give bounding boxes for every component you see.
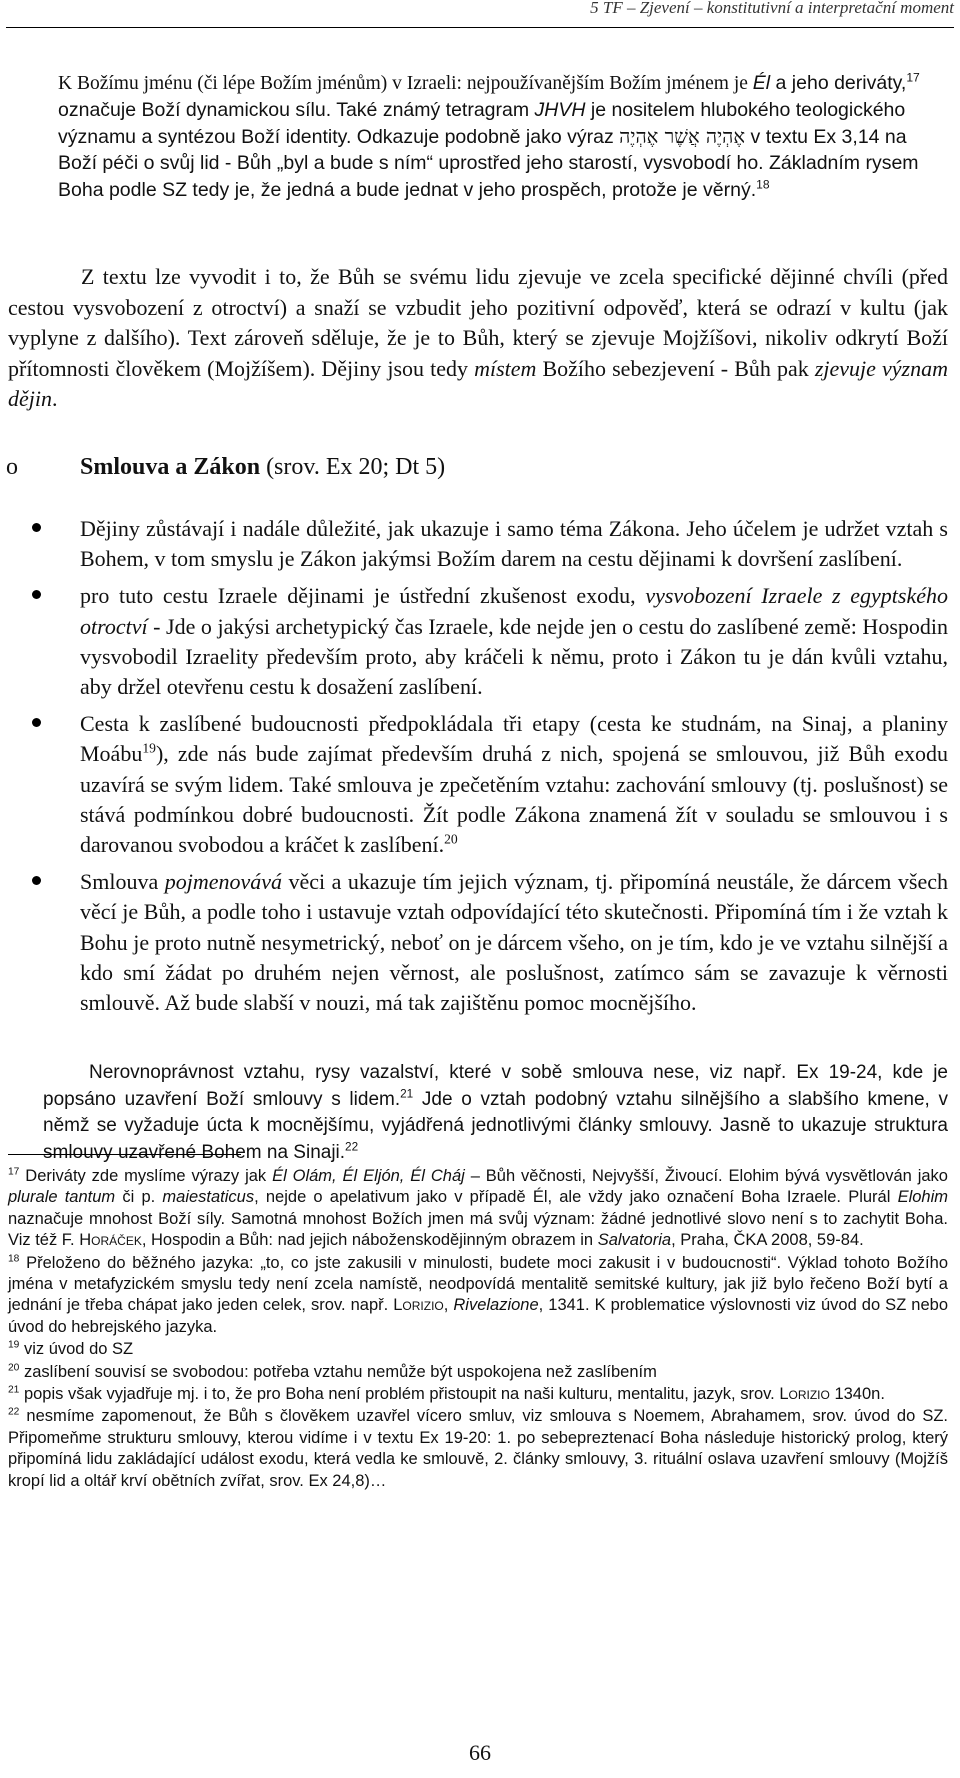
paragraph-revelation: [8, 262, 948, 415]
p1-text-e: v textu Ex 3,14 na Boží péči o svůj lid - Bůh „byl a bude s ním“ uprostřed jeho starostí, vysvobodí ho. Základním rysem Boha podle SZ tedy je, že jedná a bude jednat v jeho prospěch, protože je věrný.: [58, 125, 919, 201]
footnote-ref-20[interactable]: 20: [444, 831, 458, 847]
bullet-icon: [32, 718, 41, 727]
b2-italic: vysvobození Izraele z egyptského otroctví: [80, 583, 948, 639]
fn17-italic-3: maiestaticus: [162, 1188, 255, 1207]
fn17-text-f: , Hospodin a Bůh: nad jejich náboženskodějinným obrazem in: [141, 1231, 598, 1250]
page-number: 66: [469, 1740, 491, 1765]
footnote-number: 17: [8, 1166, 20, 1178]
fn17-text-b: – Bůh věčnosti, Nejvyšší, Živoucí. Elohim bývá vysvětlován jako: [464, 1167, 948, 1185]
fn18-text-c: , 1341. K problematice výslovnosti viz úvod do SZ nebo úvod do hebrejského jazyka.: [8, 1296, 949, 1336]
fn17-italic-4: Elohim: [897, 1188, 948, 1207]
section-ref: (srov. Ex 20; Dt 5): [260, 454, 446, 480]
footnote-ref-22[interactable]: 22: [345, 1140, 359, 1154]
list-item: [80, 581, 948, 702]
fn17-italic-1: Él Olám, Él Eljón, Él Cháj: [272, 1167, 465, 1185]
list-item: [80, 867, 948, 1018]
footnote-number: 19: [8, 1339, 20, 1351]
fn19-text: viz úvod do SZ: [19, 1340, 134, 1359]
fn17-italic-5: Salvatoria: [597, 1231, 672, 1250]
p3-text-a: Nerovnoprávnost vztahu, rysy vazalství, které v sobě smlouva nese, viz např. Ex 19-24, kde je popsáno uzavření Boží smlouvy s lidem.: [43, 1062, 948, 1110]
b4-text-a: Smlouva: [80, 869, 165, 895]
p1-text-c: označuje Boží dynamickou sílu. Také známý tetragram: [58, 99, 535, 122]
bullet-icon: [32, 590, 41, 599]
footnote-ref-21[interactable]: 21: [400, 1087, 414, 1101]
p2-text-b: Božího sebezjevení - Bůh pak: [536, 355, 815, 381]
footnote-ref-19[interactable]: 19: [142, 741, 156, 757]
fn18-italic-1: Rivelazione: [453, 1296, 539, 1315]
footnote-17: [8, 1166, 948, 1252]
b2-text-b: - Jde o jakýsi archetypický čas Izraele, kde nejde jen o cestu do zaslíbené země: Hospodin vysvobodil Izraelity především proto, aby kráčeli k němu, proto i Zákon tu je dán kvůli vztahu, aby držel otevřenu cestu k dosažení zaslíbení.: [80, 613, 948, 700]
footnote-number: 22: [8, 1406, 20, 1418]
p1-el: Él: [752, 72, 771, 94]
p1-text-a: K Božímu jménu (či lépe Božím jménům) v Izraeli: nejpoužívanějším Božím jménem je: [58, 73, 753, 94]
footnote-21: [8, 1384, 948, 1405]
fn18-text-a: Přeloženo do běžného jazyka: „to, co jste zakusili v minulosti, budete moci zakusit i v budoucnosti“. Výklad tohoto Božího jména v metafyzickém smyslu tedy není zcela namístě, neodpovídá mentalitě semitské kultury, jak již bylo řečeno Boží bytí a jednání je třeba chápat jako jeden celek, srov. např.: [8, 1253, 948, 1315]
b1-text: Dějiny zůstávají i nadále důležité, jak ukazuje i samo téma Zákona. Jeho účelem je udržet vztah s Bohem, v tom smyslu je Zákon jakýmsi Božím darem na cestu dějinami k dovršení zaslíbení.: [80, 516, 948, 572]
bullet-icon: [32, 523, 41, 532]
paragraph-intro: [58, 70, 948, 203]
b3-text-b: ), zde nás bude zajímat především druhá z nich, spojená se smlouvou, již Bůh exodu uzavírá se svým lidem. Také smlouva je zpečetěním vztahu: zachování smlouvy (tj. poslušnost) se stává podmínkou dobré budoucnosti. Žít podle Zákona znamená žít v souladu se smlouvou i s darovanou svobodou a kráčet k zaslíbení.: [80, 741, 948, 858]
fn17-text-d: , nejde o apelativum jako v případě Él, ale vždy jako označení Boha Izraele. Plurál: [254, 1188, 898, 1207]
fn17-text-g: , Praha, ČKA 2008, 59-84.: [671, 1231, 864, 1250]
bullet-list: [80, 514, 948, 1025]
p1-text-b: a jeho deriváty,: [770, 72, 907, 94]
b4-text-b: věci a ukazuje tím jejich význam, tj. připomíná neustále, že dárcem všech věcí je Bůh, a podle toho i ustavuje vztah odpovídající této skutečnosti. Připomíná tím i že vztah k Bohu je proto nutně nesymetrický, neboť on je dárcem všeho, on je tím, kdo je ve vztahu silnější a kdo smí žádat po druhém nejen věrnost, ale poslušnost, zatímco sám se zavazuje k věrnosti smlouvě. Až bude slabší v nouzi, má tak zajištěnu pomoc mocnějšího.: [80, 869, 948, 1016]
b2-text-a: pro tuto cestu Izraele dějinami je ústřední zkušenost exodu,: [80, 583, 646, 609]
b4-italic: pojmenovává: [164, 869, 282, 895]
running-header: 5 TF – Zjevení – konstitutivní a interpretační moment: [590, 0, 954, 17]
p2-zjevuje: zjevuje význam dějin: [8, 355, 948, 412]
fn21-text-b: 1340n.: [829, 1385, 885, 1404]
footnote-20: [8, 1362, 948, 1383]
fn20-text: zaslíbení souvisí se svobodou: potřeba vztahu nemůže být uspokojena než zaslíbením: [19, 1362, 657, 1381]
fn21-text-a: popis však vyjadřuje mj. i to, že pro Boha není problém přistoupit na naši kulturu, mentalitu, jazyk, srov.: [19, 1385, 780, 1404]
footnote-number: 18: [8, 1253, 20, 1265]
footnote-ref-18[interactable]: 18: [756, 177, 770, 192]
footnote-number: 21: [8, 1384, 20, 1396]
b3-text-a: Cesta k zaslíbené budoucnosti předpokládala tři etapy (cesta ke studnám, na Sinaj, a planiny Moábu: [80, 711, 948, 767]
footnote-18: [8, 1253, 948, 1339]
footnote-19: [8, 1339, 948, 1360]
hebrew-phrase: אֶהְיֶה אֲשֶׁר אֶהְיֶה: [619, 124, 746, 148]
list-item: [80, 514, 948, 574]
p2-text-c: .: [52, 386, 58, 412]
fn17-text-a: Deriváty zde myslíme výrazy jak: [19, 1167, 273, 1185]
footnotes: [8, 1166, 948, 1493]
fn17-text-e: naznačuje mnohost Boží síly. Samotná mnohost Božích jmen má svůj význam: žádné jednotlivé slovo není s to zachytit Boha. Viz též F.: [8, 1209, 948, 1250]
fn18-text-b: ,: [443, 1296, 454, 1315]
fn17-text-c: či p.: [115, 1188, 163, 1207]
p2-mistem: místem: [474, 355, 537, 381]
p1-jhvh: JHVH: [534, 99, 586, 122]
section-title-wrap: [80, 454, 445, 481]
section-marker: o: [6, 454, 18, 480]
header-rule: [6, 27, 954, 28]
footnote-rule: [8, 1154, 241, 1155]
fn17-author: Horáček: [79, 1231, 142, 1250]
p1-text-d: je nositelem hlubokého teologického významu a syntézou Boží identity. Odkazuje podobně jako výraz: [58, 99, 906, 148]
paragraph-covenant: [43, 1060, 948, 1166]
fn17-italic-2: plurale tantum: [8, 1188, 116, 1207]
list-item: [80, 709, 948, 860]
footnote-ref-17[interactable]: 17: [906, 70, 920, 85]
fn18-author: Lorizio: [393, 1296, 444, 1315]
section-title: Smlouva a Zákon: [80, 454, 261, 480]
p2-text-a: Z textu lze vyvodit i to, že Bůh se svému lidu zjevuje ve zcela specifické dějinné chvíli (před cestou vysvobození z otroctví) a snaží se vzbudit jeho pozitivní odpověď, která se odrazí v kultu (jak vyplyne z dalšího). Text zároveň sděluje, že je to Bůh, který se zjevuje Mojžíšovi, nikoliv odkrytí Boží přítomnosti člověkem (Mojžíšem). Dějiny jsou tedy: [8, 264, 948, 381]
fn22-text: nesmíme zapomenout, že Bůh s člověkem uzavřel vícero smluv, viz smlouva s Noemem, Abrahamem, srov. úvod do SZ. Připomeňme strukturu smlouvy, kterou vidíme i v textu Ex 19-20: 1. po sebepreztenací Boha následuje historický prolog, který připomíná lidu zakládající událost exodu, která vedla ke smlouvě, 2. články smlouvy, 3. rituální oslava uzavření smlouvy (Mojžíš kropí lid a oltář krví obětních zvířat, srov. Ex 24,8)…: [8, 1407, 948, 1490]
footnote-22: [8, 1406, 948, 1492]
p3-text-b: Jde o vztah podobný vztahu silnějšího a slabšího kmene, v němž se vyžaduje úcta k mocnějšímu, vyjádřená jednotlivými články smlouvy. Jasně to ukazuje struktura smlouvy uzavřené Bohem na Sinaji.: [43, 1088, 948, 1163]
footnote-number: 20: [8, 1362, 20, 1374]
bullet-icon: [32, 876, 41, 885]
fn21-author: Lorizio: [779, 1385, 830, 1404]
